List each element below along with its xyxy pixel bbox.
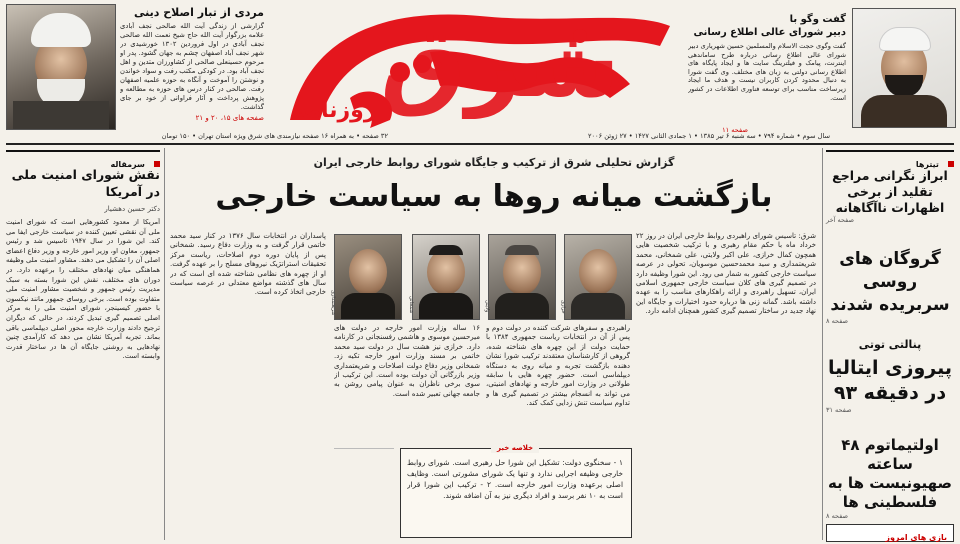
headline-ref: صفحه ۳۱ xyxy=(826,406,852,414)
logo-text: شرق xyxy=(380,7,620,119)
headline-text: ابراز نگرانی مراجع تقلید از برخی اظهارات ناآگاهانه xyxy=(832,168,948,215)
masthead xyxy=(250,2,680,134)
headline-text: اولتیماتوم ۴۸ ساعته صهیونیست ها به فلسطینی ها xyxy=(827,436,953,511)
main-column-3: ۱۶ ساله وزارت امور خارجه در دولت های میرحسین موسوی و هاشمی رفسنجانی در کارنامه دارد. خرازی نیز هشت سال در دولت سید محمد خاتمی بر مسند وزارت امور خارجه تکیه زد. شمخانی وزیر دفاع دولت اصلاحات و شریعتمداری وزیر بازرگانی آن دولت بوده است. این ترکیب از سوی برخی ناظران به عنوان پیامی روشن به جامعه جهانی تعبیر شده است. xyxy=(334,324,480,398)
pages-price: ۳۲ صفحه • به همراه ۱۶ صفحه نیازمندی های شرق ویژه استان تهران • ۱۵۰ تومان xyxy=(161,132,388,140)
sidebar-bottom-label: بازی های امروز xyxy=(885,533,947,542)
editorial-author: دکتر حسین دهشیار xyxy=(104,205,160,213)
logo-prefix: روزنامه xyxy=(294,98,377,123)
editorial-body: آمریکا از معدود کشورهایی است که شورای امنیت ملی آن نقشی تعیین کننده در سیاست خارجی ایفا می کند. این شورا در سال ۱۹۴۷ تاسیس شد و رئیس جمهور، معاون او، وزیر امور خارجه و وزیر دفاع اعضای اصلی آن را تشکیل می دهند. مشاور امنیت ملی وظیفه هماهنگی میان نهادهای مختلف را برعهده دارد. در دوران های مختلف، نقش این شورا بسته به سبک مدیریت رئیس جمهور و شخصیت مشاور امنیت ملی متفاوت بوده است. برخی روسای جمهور مانند نیکسون با حضور کیسینجر، شورای امنیت ملی را به مرکز اصلی تصمیم گیری تبدیل کردند، در حالی که دیگران ترجیح دادند وزارت خارجه محور اصلی دیپلماسی باقی بماند. تجربه آمریکا نشان می دهد که کارآمدی چنین نهادهایی به روشنی جایگاه آن ها در ساختار قدرت وابسته است. xyxy=(6,218,160,361)
headline-text: پنالتی توتی xyxy=(858,338,922,351)
summary-box-title: خلاصه خبر xyxy=(491,443,539,453)
editorial-label: سرمقاله xyxy=(110,160,145,169)
editorial-title[interactable]: نقش شورای امنیت ملی در آمریکا xyxy=(11,167,160,199)
main-column-2: راهبردی و سفرهای شرکت کننده در دولت دوم و پس از آن در انتخابات ریاست جمهوری ۱۳۸۴ با حمایت دولت از این چهره های شناخته شده، گروهی از کارشناسان معتقدند ترکیب شورا نشان دهنده بازگشت تجربه و میانه روی به دستگاه دیپلماسی است. حضور چهره هایی با سابقه طولانی در وزارت امور خارجه و نهادهای امنیتی، می تواند به انسجام بیشتر در تصمیم گیری ها و تداوم سیاست تنش زدایی کمک کند. xyxy=(486,324,630,408)
top-left-footer[interactable]: صفحه های ۱۵، ۲۰ و ۲۱ xyxy=(195,114,264,122)
sidebar-label-text: تیترها xyxy=(915,160,939,169)
main-overline: گزارش تحلیلی شرق از ترکیب و جایگاه شورای روابط خارجی ایران xyxy=(313,156,675,169)
story-photo-elderly-cleric xyxy=(6,4,116,130)
editorial xyxy=(6,148,160,540)
sidebar-headline-2[interactable] xyxy=(826,248,954,325)
headline-text: گروگان های روسی سربریده شدند xyxy=(830,249,950,315)
sidebar-divider xyxy=(822,148,823,540)
main-photo-shariatmadari xyxy=(334,234,402,320)
caption-velayati: ولایتی xyxy=(484,300,490,313)
caption-shariatmadari: شریعتمداری xyxy=(330,290,336,316)
caption-kharrazi: خرازی xyxy=(560,300,566,314)
sidebar-headline-3[interactable] xyxy=(826,338,954,352)
top-right-kicker: گفت وگو با xyxy=(789,14,846,25)
main-column-3-continued xyxy=(334,448,394,537)
headline-ref: صفحه ۸ xyxy=(826,512,849,520)
editorial-divider xyxy=(164,148,165,540)
top-right-title[interactable]: دبیر شورای عالی اطلاع رسانی xyxy=(693,27,846,38)
dateline: سال سوم • شماره ۷۹۴ • سه شنبه ۶ تیر ۱۳۸۵ • ۱ جمادی الثانی ۱۴۲۷ • ۲۷ ژوئن ۲۰۰۶ xyxy=(587,132,830,140)
masthead-divider xyxy=(6,143,954,145)
sidebar-label xyxy=(826,150,954,169)
sidebar-bottom-box[interactable] xyxy=(826,524,954,542)
top-left-kicker[interactable]: مردی از تبار اصلاح دینی xyxy=(134,6,264,19)
main-headline[interactable]: بازگشت میانه روها به سیاست خارجی xyxy=(215,179,773,214)
sidebar-headlines xyxy=(826,148,954,540)
sidebar-headline-1[interactable] xyxy=(826,168,954,224)
headline-text: پیروزی ایتالیا در دقیقه ۹۳ xyxy=(827,357,953,404)
top-left-body: گزارشی از زندگی آیت الله صالحی نجف آبادی علامه بزرگوار آیت الله حاج شیخ نعمت الله صالحی نجف آبادی در اول فروردین ۱۳۰۲ خورشیدی در شهر نجف آباد اصفهان چشم به جهان گشود. پدر او مرحوم حسینعلی صالحی از کشاورزان متدین و اهل نجف آباد بود. در کودکی مکتب رفت و سواد خواندن و نوشتن را آموخت و آنگاه به حوزه علمیه اصفهان رفت. صالحی در کنار درس های حوزه به مطالعه و پژوهش پرداخت و آثار فراوانی از خود بر جای گذاشت. xyxy=(120,22,264,111)
main-photo-kharrazi xyxy=(564,234,632,320)
summary-box-body: ۱ - سخنگوی دولت: تشکیل این شورا حل رهبری است. شورای روابط خارجی وظیفه اجرایی ندارد و تنها یک شورای مشورتی است. وظایف اصلی برعهده وزارت امور خارجه است. ۲ - ترکیب این شورا قرار است به ۱۰ نفر برسد و افراد دیگری نیز به آن اضافه شوند. xyxy=(407,458,623,500)
summary-box xyxy=(400,444,632,538)
main-column-4: پاسداران در انتخابات سال ۱۳۷۶ در کنار سید محمد خاتمی قرار گرفت و به وزارت دفاع رسید. شمخانی پس از پایان دوره دوم اصلاحات، ریاست مرکز تحقیقات استراتژیک نیروهای مسلح را بر عهده گرفت. او از چهره های نظامی شناخته شده ای است که در سال های گذشته مواضع معتدلی در عرصه سیاست خارجی اتخاذ کرده است. xyxy=(170,232,326,297)
headline-ref: صفحه آخر xyxy=(826,216,854,224)
main-photo-shamkhani xyxy=(412,234,480,320)
main-photo-velayati xyxy=(488,234,556,320)
sidebar-headline-5[interactable] xyxy=(826,436,954,520)
top-right-body: گفت وگوی حجت الاسلام والمسلمین حسین شهریاری دبیر شورای عالی اطلاع رسانی درباره طرح ساماندهی اینترنت، پیامک و فیلترینگ سایت ها و ایجاد پایگاه های اطلاع رسانی دولتی به زبان های مختلف. وی گفت شورا به دنبال محدود کردن کاربران نیست و هدف ما ایجاد زیرساخت مناسب برای توسعه فناوری اطلاعات در کشور است. xyxy=(688,42,846,102)
headline-ref: صفحه ۸ xyxy=(826,317,849,325)
main-column-1: شرق: تاسیس شورای راهبردی روابط خارجی ایران در روز ۲۲ خرداد ماه با حکم مقام رهبری و با ترکیب شخصیت هایی همچون کمال خرازی، علی اکبر ولایتی، علی شمخانی، محمد شریعتمداری و سید محمدحسین موسویان، تحولی در عرصه سیاست خارجی کشور به شمار می رود. این شورا وظیفه دارد در تصمیم گیری های کلان سیاست خارجی جمهوری اسلامی ایران، تسهیل راهبردی و ارائه راهکارهای مناسب را به عهده داشته باشد. گمانه زنی ها درباره حدود اختیارات و جایگاه این نهاد جدید در ساختار تصمیم گیری کشور همچنان ادامه دارد. xyxy=(636,232,816,316)
sidebar-headline-4[interactable] xyxy=(826,356,954,414)
editorial-label-bar xyxy=(6,150,160,169)
story-photo-cleric-interview xyxy=(852,8,956,128)
top-right-footer[interactable]: صفحه ۱۱ xyxy=(722,126,748,134)
caption-shamkhani: شمخانی xyxy=(408,296,414,314)
